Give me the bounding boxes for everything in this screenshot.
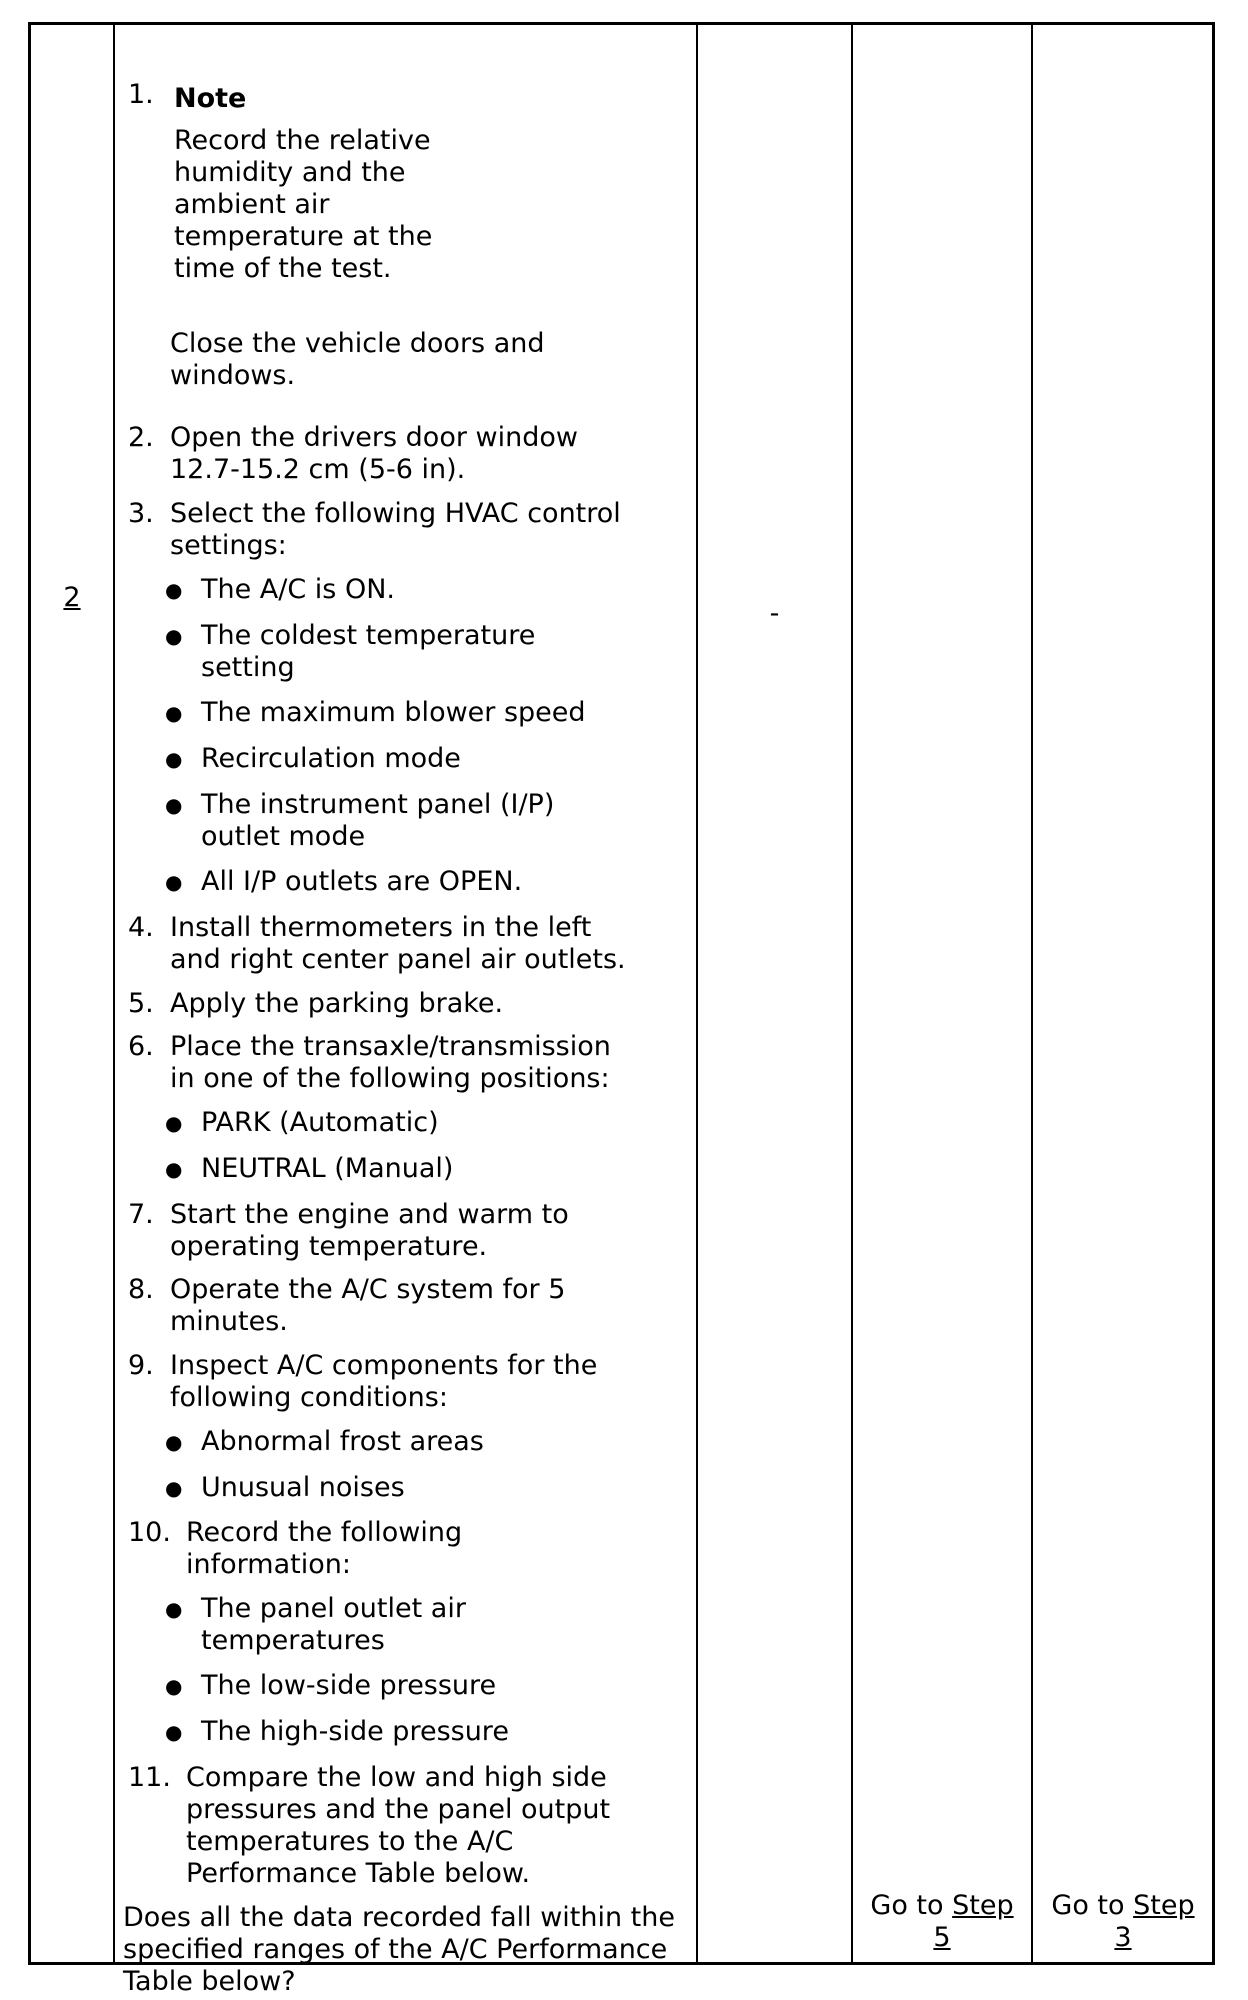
bullet-line: The maximum blower speed <box>201 697 586 728</box>
note-title: Note <box>174 83 247 114</box>
no-goto <box>1033 1890 1213 1954</box>
bullet-dot-icon: ● <box>165 793 183 817</box>
bullet-line: NEUTRAL (Manual) <box>201 1153 454 1184</box>
value-text: - <box>769 598 780 629</box>
note-line: ambient air <box>174 189 330 220</box>
bullet-line: setting <box>201 652 295 683</box>
decision-question <box>123 1902 675 1998</box>
bullet-dot-icon: ● <box>165 747 183 771</box>
list-number: 9. <box>128 1350 154 1381</box>
goto-prefix: Go to <box>1051 1890 1134 1921</box>
action-column <box>115 25 696 1997</box>
bullet-dot-icon: ● <box>165 1597 183 1621</box>
go-to-step-link[interactable]: Step <box>952 1890 1014 1921</box>
go-to-step-number-link[interactable]: 3 <box>1114 1922 1132 1953</box>
yes-column <box>853 25 1031 1962</box>
list-line: Start the engine and warm to <box>170 1199 569 1230</box>
value-column <box>698 25 851 1962</box>
list-line: Record the following <box>186 1517 463 1548</box>
step-column <box>31 25 113 1962</box>
bullet-line: temperatures <box>201 1625 385 1656</box>
list-number: 1. <box>128 79 154 110</box>
list-line: pressures and the panel output <box>186 1794 611 1825</box>
list-line: Operate the A/C system for 5 <box>170 1274 566 1305</box>
note-line: humidity and the <box>174 157 406 188</box>
list-line: Inspect A/C components for the <box>170 1350 598 1381</box>
bullet-dot-icon: ● <box>165 1674 183 1698</box>
list-number: 2. <box>128 422 154 453</box>
bullet-line: The panel outlet air <box>201 1593 466 1624</box>
list-line: information: <box>186 1549 351 1580</box>
list-line: operating temperature. <box>170 1231 488 1262</box>
list-line: in one of the following positions: <box>170 1063 610 1094</box>
note-line: Record the relative <box>174 125 431 156</box>
list-number: 7. <box>128 1199 154 1230</box>
list-line: Select the following HVAC control <box>170 498 621 529</box>
bullet-dot-icon: ● <box>165 578 183 602</box>
yes-goto <box>853 1890 1031 1954</box>
list-line: Open the drivers door window <box>170 422 578 453</box>
list-line: Performance Table below. <box>186 1858 531 1889</box>
bullet-dot-icon: ● <box>165 1476 183 1500</box>
list-line: Apply the parking brake. <box>170 988 504 1019</box>
bullet-line: Recirculation mode <box>201 743 461 774</box>
list-line: settings: <box>170 530 287 561</box>
question-line: Table below? <box>123 1966 296 1997</box>
bullet-line: Unusual noises <box>201 1472 405 1503</box>
bullet-dot-icon: ● <box>165 1111 183 1135</box>
list-line: minutes. <box>170 1306 288 1337</box>
bullet-line: The instrument panel (I/P) <box>201 789 555 820</box>
list-line: and right center panel air outlets. <box>170 944 626 975</box>
bullet-line: outlet mode <box>201 821 366 852</box>
goto-prefix: Go to <box>870 1890 953 1921</box>
bullet-dot-icon: ● <box>165 870 183 894</box>
list-number: 11. <box>128 1762 171 1793</box>
note-line: temperature at the <box>174 221 433 252</box>
list-number: 4. <box>128 912 154 943</box>
bullet-line: PARK (Automatic) <box>201 1107 439 1138</box>
bullet-line: All I/P outlets are OPEN. <box>201 866 523 897</box>
list-number: 3. <box>128 498 154 529</box>
list-line: temperatures to the A/C <box>186 1826 514 1857</box>
go-to-step-link[interactable]: Step <box>1133 1890 1195 1921</box>
list-number: 6. <box>128 1031 154 1062</box>
list-number: 5. <box>128 988 154 1019</box>
bullet-dot-icon: ● <box>165 1157 183 1181</box>
bullet-dot-icon: ● <box>165 1430 183 1454</box>
list-line: Compare the low and high side <box>186 1762 607 1793</box>
list-line: Install thermometers in the left <box>170 912 592 943</box>
bullet-dot-icon: ● <box>165 1720 183 1744</box>
bullet-line: The low-side pressure <box>201 1670 497 1701</box>
no-column <box>1033 25 1213 1962</box>
list-number: 10. <box>128 1517 171 1548</box>
bullet-line: The coldest temperature <box>201 620 536 651</box>
list-line: Place the transaxle/transmission <box>170 1031 611 1062</box>
go-to-step-number-link[interactable]: 5 <box>933 1922 951 1953</box>
bullet-dot-icon: ● <box>165 701 183 725</box>
diagnostic-step-table <box>28 22 1215 1997</box>
question-line: specified ranges of the A/C Performance <box>123 1934 668 1965</box>
list-line: windows. <box>170 360 296 391</box>
list-line: Close the vehicle doors and <box>170 328 545 359</box>
note-line: time of the test. <box>174 253 392 284</box>
bullet-line: The A/C is ON. <box>201 574 395 605</box>
step-number-link[interactable]: 2 <box>63 582 81 613</box>
list-number: 8. <box>128 1274 154 1305</box>
list-line: following conditions: <box>170 1382 448 1413</box>
bullet-line: Abnormal frost areas <box>201 1426 484 1457</box>
list-line: 12.7-15.2 cm (5-6 in). <box>170 454 466 485</box>
bullet-line: The high-side pressure <box>201 1716 509 1747</box>
bullet-dot-icon: ● <box>165 624 183 648</box>
question-line: Does all the data recorded fall within the <box>123 1902 675 1933</box>
